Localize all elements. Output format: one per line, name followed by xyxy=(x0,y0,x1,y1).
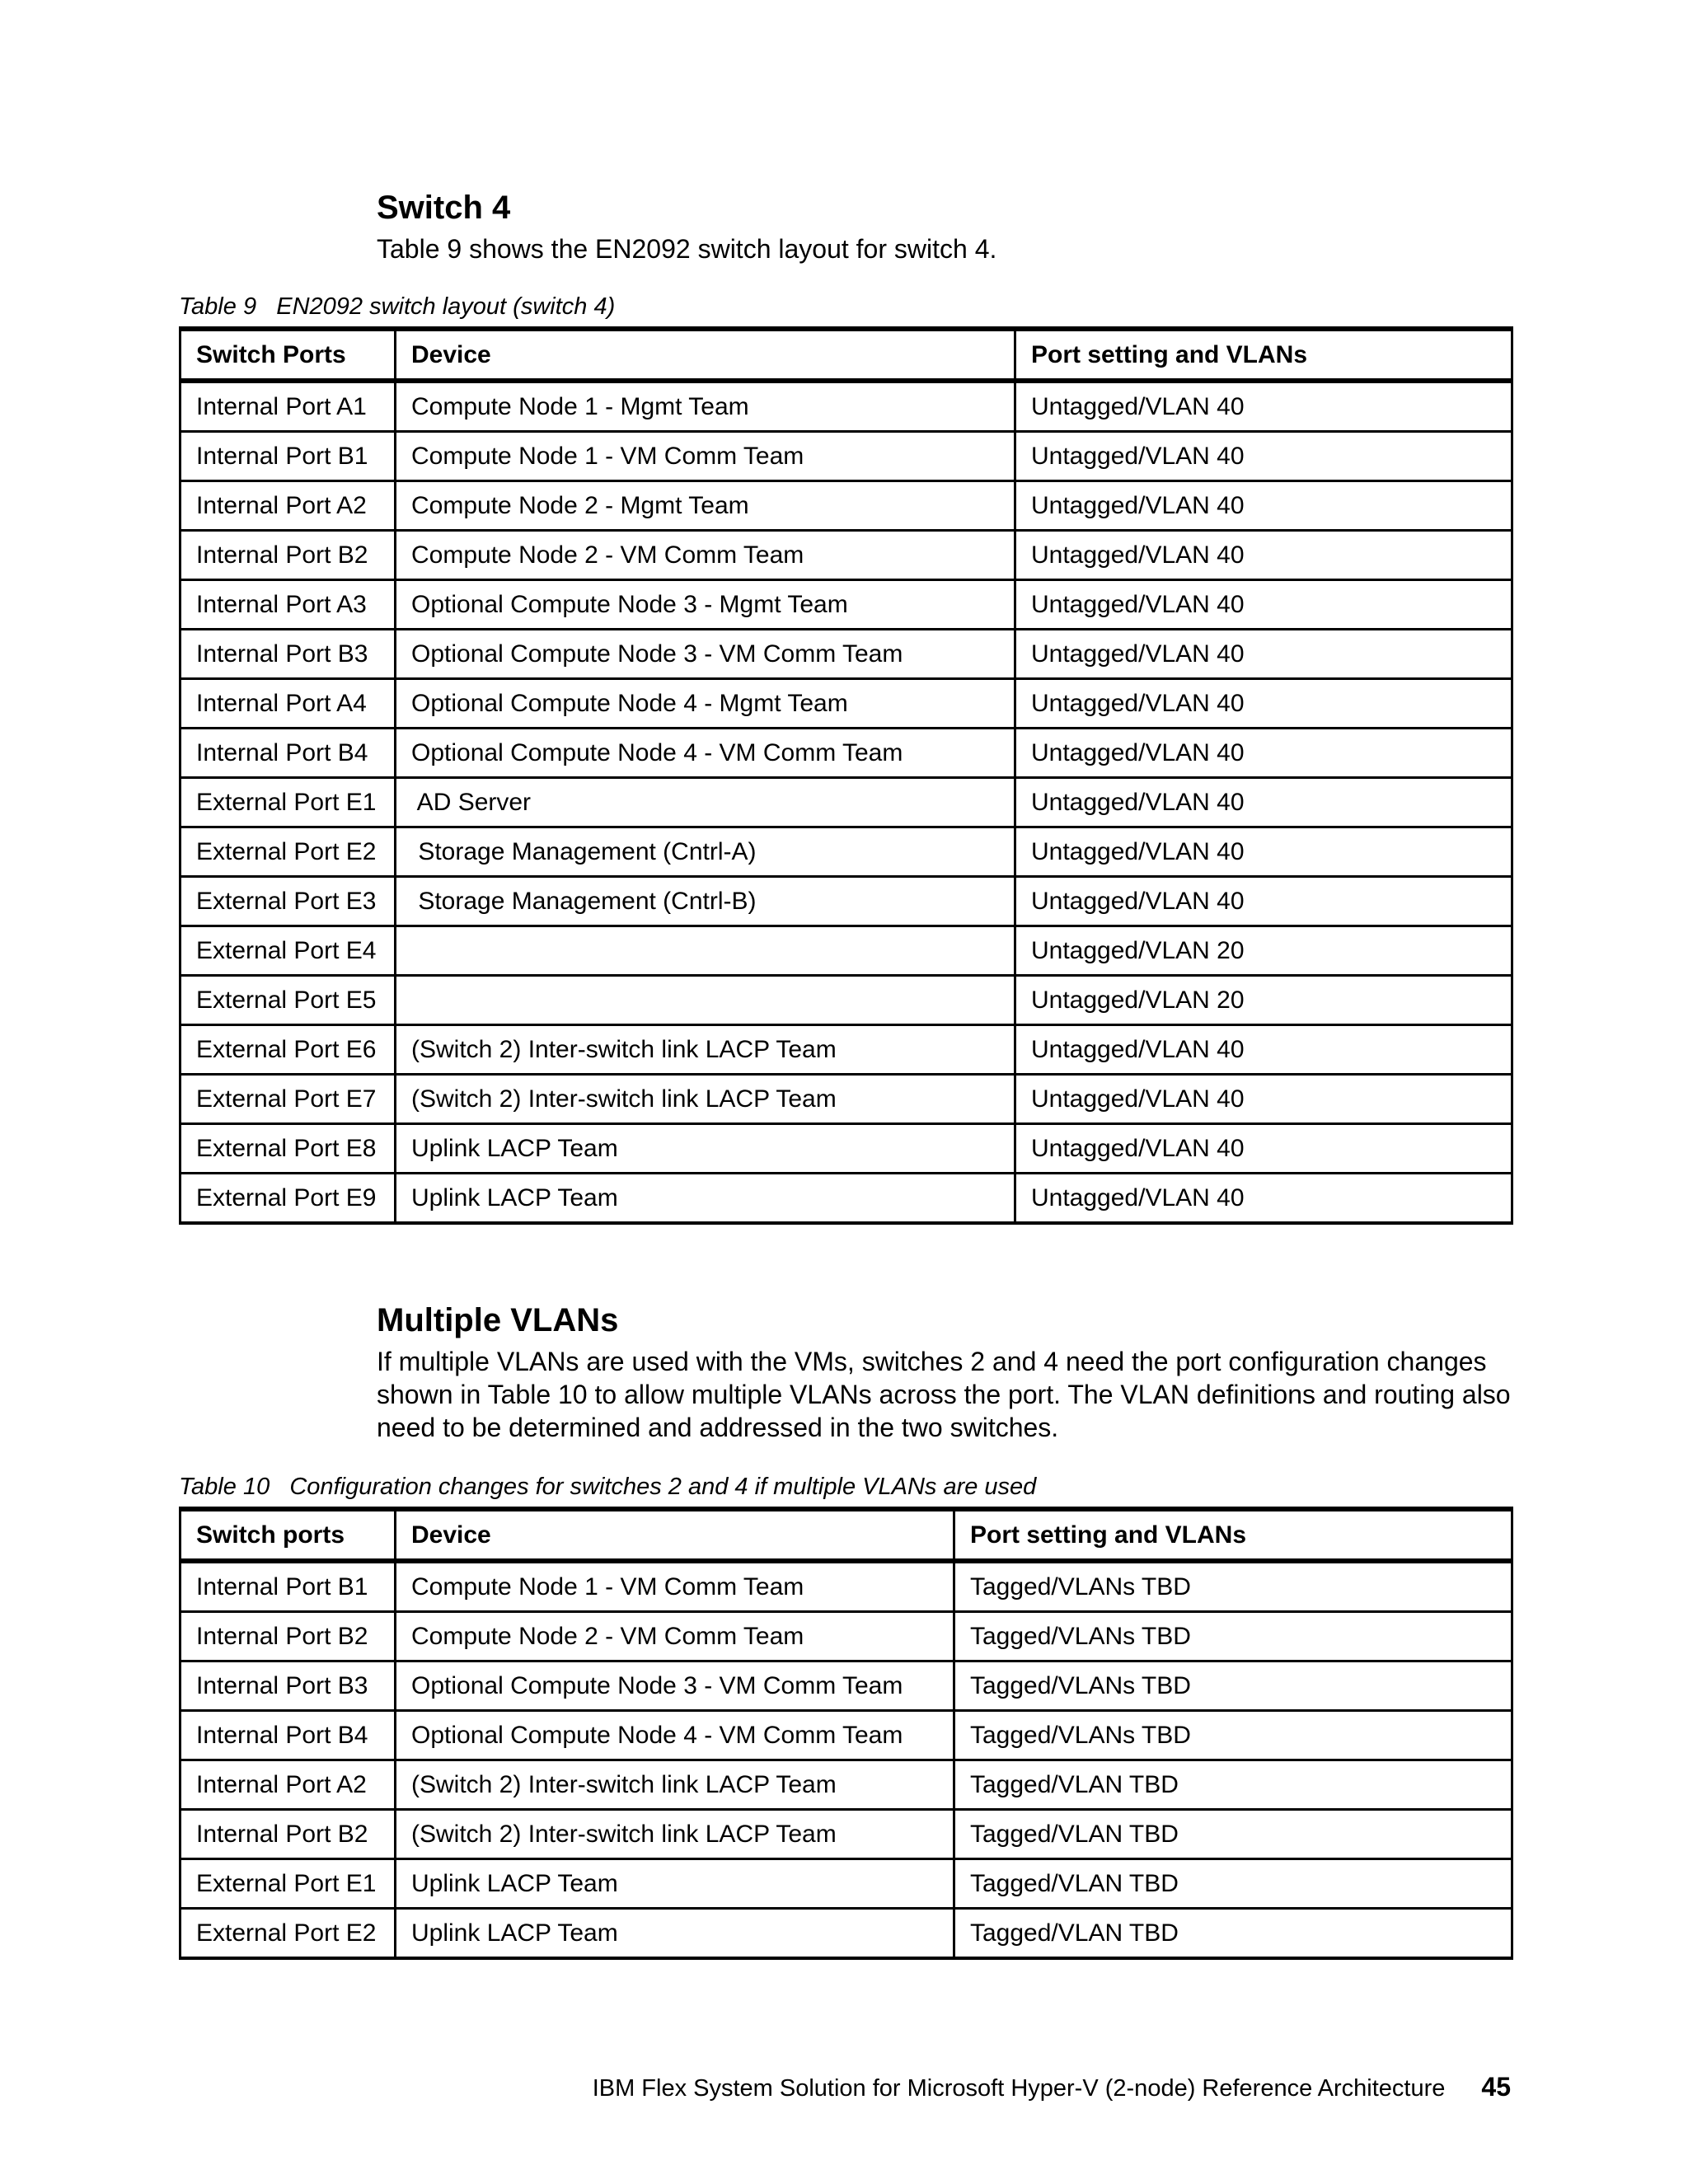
cell-device: Optional Compute Node 3 - VM Comm Team xyxy=(396,630,1015,679)
table-header-row xyxy=(181,329,1512,381)
cell-switch-port: Internal Port A2 xyxy=(181,481,396,531)
table-row xyxy=(181,778,1512,827)
table-header-row xyxy=(181,1509,1512,1561)
table-row xyxy=(181,381,1512,432)
table-row xyxy=(181,1174,1512,1224)
cell-port-setting: Untagged/VLAN 40 xyxy=(1015,778,1512,827)
cell-device xyxy=(396,926,1015,976)
cell-device: Storage Management (Cntrl-B) xyxy=(396,877,1015,926)
table-row xyxy=(181,1075,1512,1124)
table-row xyxy=(181,630,1512,679)
table-row xyxy=(181,1661,1512,1711)
table-row xyxy=(181,729,1512,778)
footer-document-title: IBM Flex System Solution for Microsoft Hyper-V (2-node) Reference Architecture xyxy=(592,2075,1446,2102)
cell-port-setting: Tagged/VLAN TBD xyxy=(954,1909,1512,1959)
cell-switch-port: Internal Port B2 xyxy=(181,531,396,580)
cell-switch-port: Internal Port B3 xyxy=(181,1661,396,1711)
cell-port-setting: Untagged/VLAN 40 xyxy=(1015,729,1512,778)
cell-device: Optional Compute Node 4 - VM Comm Team xyxy=(396,729,1015,778)
cell-switch-port: Internal Port B4 xyxy=(181,1711,396,1760)
table-row xyxy=(181,1612,1512,1661)
cell-device: Compute Node 2 - VM Comm Team xyxy=(396,531,1015,580)
table-row xyxy=(181,580,1512,630)
cell-port-setting: Untagged/VLAN 40 xyxy=(1015,580,1512,630)
table-row xyxy=(181,877,1512,926)
cell-switch-port: Internal Port A1 xyxy=(181,381,396,432)
cell-switch-port: Internal Port B4 xyxy=(181,729,396,778)
cell-port-setting: Untagged/VLAN 40 xyxy=(1015,432,1512,481)
cell-port-setting: Untagged/VLAN 40 xyxy=(1015,1124,1512,1174)
cell-port-setting: Untagged/VLAN 20 xyxy=(1015,926,1512,976)
cell-port-setting: Untagged/VLAN 40 xyxy=(1015,630,1512,679)
cell-switch-port: Internal Port A3 xyxy=(181,580,396,630)
cell-port-setting: Untagged/VLAN 40 xyxy=(1015,381,1512,432)
cell-switch-port: External Port E8 xyxy=(181,1124,396,1174)
cell-device: Compute Node 1 - VM Comm Team xyxy=(396,432,1015,481)
cell-device: AD Server xyxy=(396,778,1015,827)
table-row xyxy=(181,481,1512,531)
page-number: 45 xyxy=(1481,2072,1511,2102)
cell-device: Compute Node 2 - VM Comm Team xyxy=(396,1612,954,1661)
table-9-switch-layout xyxy=(179,326,1513,1225)
cell-port-setting: Untagged/VLAN 40 xyxy=(1015,531,1512,580)
cell-device xyxy=(396,976,1015,1025)
cell-switch-port: Internal Port A4 xyxy=(181,679,396,729)
table-row xyxy=(181,1124,1512,1174)
table-row xyxy=(181,1810,1512,1859)
table-row xyxy=(181,1561,1512,1612)
cell-switch-port: External Port E2 xyxy=(181,827,396,877)
cell-switch-port: External Port E9 xyxy=(181,1174,396,1224)
table-9-caption: Table 9 EN2092 switch layout (switch 4) xyxy=(179,293,616,320)
section-paragraph-multiple-vlans: If multiple VLANs are used with the VMs, switches 2 and 4 need the port configuration changes shown in Table 10 to allow multiple VLANs across the port. The VLAN definitions and routing also need to be determined and addressed in the two switches. xyxy=(377,1347,1511,1442)
cell-port-setting: Untagged/VLAN 40 xyxy=(1015,1174,1512,1224)
column-header-port-setting: Port setting and VLANs xyxy=(1015,329,1512,381)
cell-device: (Switch 2) Inter-switch link LACP Team xyxy=(396,1810,954,1859)
cell-switch-port: Internal Port B2 xyxy=(181,1810,396,1859)
cell-switch-port: External Port E7 xyxy=(181,1075,396,1124)
cell-port-setting: Tagged/VLANs TBD xyxy=(954,1661,1512,1711)
cell-device: Optional Compute Node 4 - Mgmt Team xyxy=(396,679,1015,729)
cell-port-setting: Tagged/VLANs TBD xyxy=(954,1711,1512,1760)
table-row xyxy=(181,679,1512,729)
cell-device: Optional Compute Node 3 - Mgmt Team xyxy=(396,580,1015,630)
cell-switch-port: Internal Port B1 xyxy=(181,432,396,481)
cell-device: Compute Node 1 - VM Comm Team xyxy=(396,1561,954,1612)
table-row xyxy=(181,1760,1512,1810)
table-row xyxy=(181,976,1512,1025)
cell-port-setting: Untagged/VLAN 40 xyxy=(1015,877,1512,926)
column-header-device: Device xyxy=(396,329,1015,381)
cell-switch-port: Internal Port B3 xyxy=(181,630,396,679)
cell-port-setting: Tagged/VLAN TBD xyxy=(954,1859,1512,1909)
section-heading-multiple-vlans: Multiple VLANs xyxy=(377,1302,619,1338)
cell-device: Uplink LACP Team xyxy=(396,1174,1015,1224)
column-header-switch-ports: Switch ports xyxy=(181,1509,396,1561)
cell-device: Storage Management (Cntrl-A) xyxy=(396,827,1015,877)
cell-port-setting: Tagged/VLANs TBD xyxy=(954,1612,1512,1661)
cell-switch-port: External Port E6 xyxy=(181,1025,396,1075)
cell-switch-port: External Port E1 xyxy=(181,1859,396,1909)
column-header-port-setting: Port setting and VLANs xyxy=(954,1509,1512,1561)
cell-device: Uplink LACP Team xyxy=(396,1909,954,1959)
cell-switch-port: External Port E1 xyxy=(181,778,396,827)
cell-port-setting: Untagged/VLAN 40 xyxy=(1015,827,1512,877)
cell-switch-port: Internal Port B1 xyxy=(181,1561,396,1612)
section-intro-text: Table 9 shows the EN2092 switch layout for switch 4. xyxy=(377,234,997,264)
column-header-device: Device xyxy=(396,1509,954,1561)
cell-device: Compute Node 2 - Mgmt Team xyxy=(396,481,1015,531)
table-row xyxy=(181,1711,1512,1760)
cell-switch-port: Internal Port A2 xyxy=(181,1760,396,1810)
cell-device: (Switch 2) Inter-switch link LACP Team xyxy=(396,1025,1015,1075)
section-heading-switch-4: Switch 4 xyxy=(377,190,511,226)
table-10-caption: Table 10 Configuration changes for switches 2 and 4 if multiple VLANs are used xyxy=(179,1474,1037,1500)
cell-port-setting: Tagged/VLANs TBD xyxy=(954,1561,1512,1612)
cell-device: Optional Compute Node 3 - VM Comm Team xyxy=(396,1661,954,1711)
cell-switch-port: External Port E2 xyxy=(181,1909,396,1959)
cell-switch-port: Internal Port B2 xyxy=(181,1612,396,1661)
cell-device: Compute Node 1 - Mgmt Team xyxy=(396,381,1015,432)
table-row xyxy=(181,926,1512,976)
cell-switch-port: External Port E5 xyxy=(181,976,396,1025)
table-row xyxy=(181,1859,1512,1909)
cell-device: (Switch 2) Inter-switch link LACP Team xyxy=(396,1075,1015,1124)
cell-switch-port: External Port E4 xyxy=(181,926,396,976)
cell-device: Uplink LACP Team xyxy=(396,1124,1015,1174)
column-header-switch-ports: Switch Ports xyxy=(181,329,396,381)
table-row xyxy=(181,432,1512,481)
cell-port-setting: Untagged/VLAN 40 xyxy=(1015,1075,1512,1124)
cell-port-setting: Untagged/VLAN 40 xyxy=(1015,679,1512,729)
cell-port-setting: Tagged/VLAN TBD xyxy=(954,1810,1512,1859)
cell-port-setting: Untagged/VLAN 20 xyxy=(1015,976,1512,1025)
table-row xyxy=(181,531,1512,580)
cell-port-setting: Untagged/VLAN 40 xyxy=(1015,481,1512,531)
cell-device: Uplink LACP Team xyxy=(396,1859,954,1909)
table-row xyxy=(181,1025,1512,1075)
page-footer xyxy=(495,2071,1511,2104)
cell-device: Optional Compute Node 4 - VM Comm Team xyxy=(396,1711,954,1760)
cell-switch-port: External Port E3 xyxy=(181,877,396,926)
table-10-config-changes xyxy=(179,1507,1513,1960)
cell-port-setting: Untagged/VLAN 40 xyxy=(1015,1025,1512,1075)
cell-device: (Switch 2) Inter-switch link LACP Team xyxy=(396,1760,954,1810)
table-row xyxy=(181,827,1512,877)
table-row xyxy=(181,1909,1512,1959)
cell-port-setting: Tagged/VLAN TBD xyxy=(954,1760,1512,1810)
